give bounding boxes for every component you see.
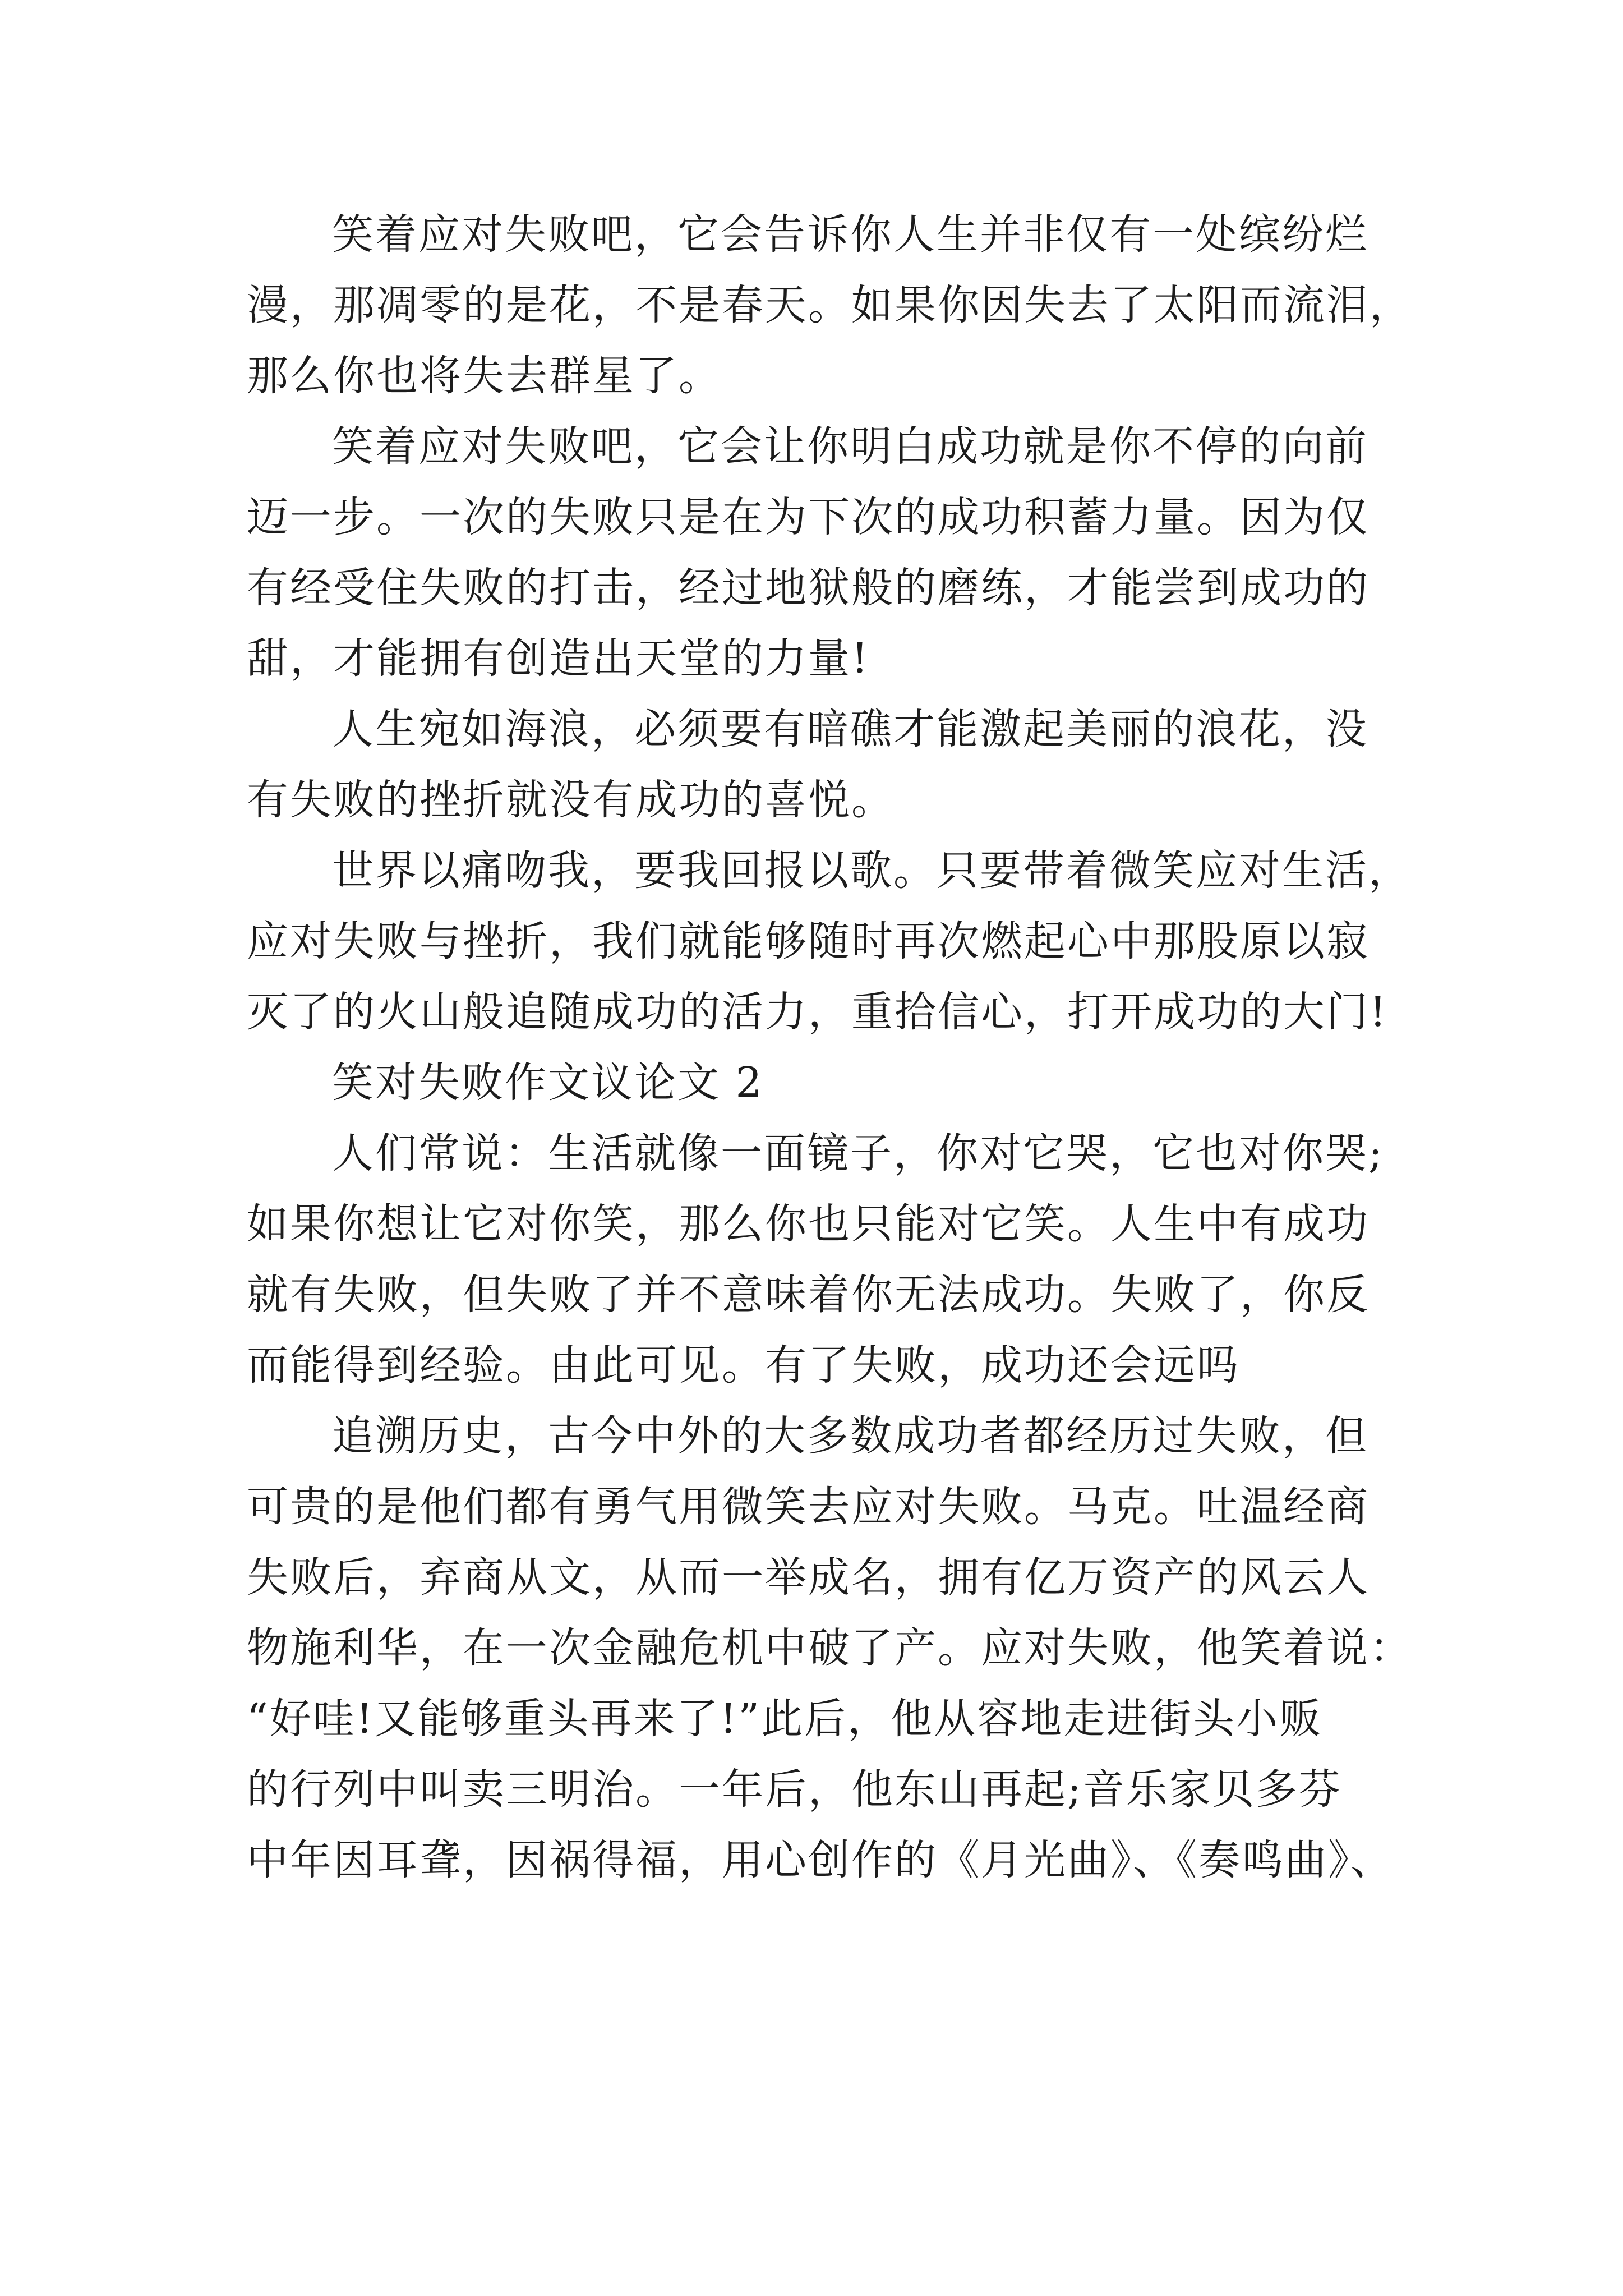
text-line: 失败后，弃商从文，从而一举成名，拥有亿万资产的风云人 bbox=[247, 1553, 1370, 1602]
text-line: 而能得到经验。由此可见。有了失败，成功还会远吗 bbox=[247, 1341, 1240, 1389]
text-line: 有失败的挫折就没有成功的喜悦。 bbox=[247, 776, 895, 824]
text-line: 可贵的是他们都有勇气用微笑去应对失败。马克。吐温经商 bbox=[247, 1483, 1370, 1531]
document-body bbox=[247, 199, 1413, 1895]
text-line: 那么你也将失去群星了。 bbox=[247, 352, 722, 400]
text-line: 漫，那凋零的是花，不是春天。如果你因失去了太阳而流泪， bbox=[247, 281, 1413, 329]
text-line: 物施利华，在一次金融危机中破了产。应对失败，他笑着说： bbox=[247, 1624, 1413, 1672]
text-line: 迈一步。一次的失败只是在为下次的成功积蓄力量。因为仅 bbox=[247, 493, 1370, 541]
text-line: 人们常说：生活就像一面镜子，你对它哭，它也对你哭; bbox=[332, 1129, 1384, 1177]
text-line: 就有失败，但失败了并不意味着你无法成功。失败了，你反 bbox=[247, 1271, 1370, 1319]
text-line: 笑着应对失败吧，它会告诉你人生并非仅有一处缤纷烂 bbox=[332, 210, 1368, 259]
text-line: 人生宛如海浪，必须要有暗礁才能激起美丽的浪花，没 bbox=[332, 705, 1368, 753]
section-heading: 笑对失败作文议论文 2 bbox=[332, 1059, 764, 1107]
text-line: “好哇!又能够重头再来了!”此后，他从容地走进街头小贩 bbox=[247, 1695, 1323, 1743]
text-line: 的行列中叫卖三明治。一年后，他东山再起;音乐家贝多芬 bbox=[247, 1765, 1342, 1814]
text-line: 灭了的火山般追随成功的活力，重拾信心，打开成功的大门! bbox=[247, 988, 1388, 1036]
text-line: 应对失败与挫折，我们就能够随时再次燃起心中那股原以寂 bbox=[247, 917, 1370, 965]
text-line: 中年因耳聋，因祸得福，用心创作的《月光曲》、《奏鸣曲》、 bbox=[247, 1836, 1394, 1884]
text-line: 甜，才能拥有创造出天堂的力量! bbox=[247, 634, 870, 683]
text-line: 追溯历史，古今中外的大多数成功者都经历过失败，但 bbox=[332, 1412, 1368, 1460]
text-line: 如果你想让它对你笑，那么你也只能对它笑。人生中有成功 bbox=[247, 1200, 1370, 1248]
text-line: 有经受住失败的打击，经过地狱般的磨练，才能尝到成功的 bbox=[247, 564, 1370, 612]
text-line: 笑着应对失败吧，它会让你明白成功就是你不停的向前 bbox=[332, 422, 1368, 471]
text-line: 世界以痛吻我，要我回报以歌。只要带着微笑应对生活， bbox=[332, 846, 1412, 895]
